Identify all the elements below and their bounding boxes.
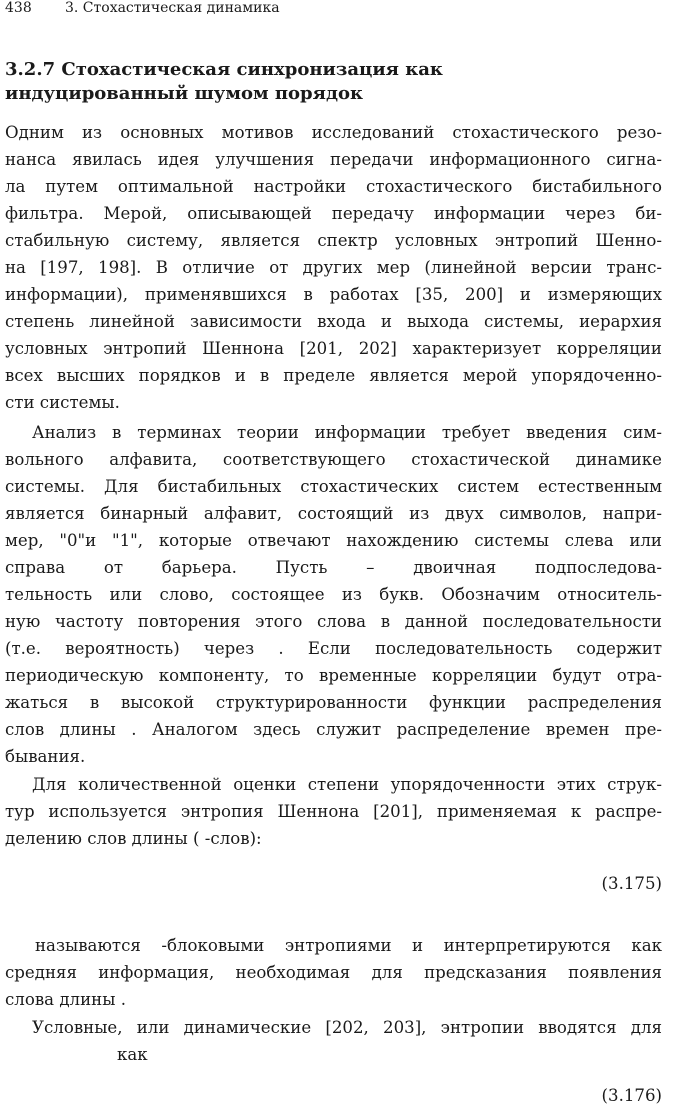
text-line: условных энтропий Шеннона [201, 202] характеризует корреляции	[5, 339, 662, 358]
text-line: степень линейной зависимости входа и выхода системы, иерархия	[5, 312, 662, 331]
text-line: мер, "0"и "1", которые отвечают нахождению системы слева или	[5, 531, 662, 550]
text-line: делению слов длины ( -слов):	[5, 829, 262, 848]
text-line: фильтра. Мерой, описывающей передачу информации через би-	[5, 204, 662, 223]
text-line: Одним из основных мотивов исследований стохастического резо-	[5, 123, 662, 142]
text-line: жаться в высокой структурированности функции распределения	[5, 693, 662, 712]
section-heading	[5, 58, 665, 106]
text-line: является бинарный алфавит, состоящий из двух символов, напри-	[5, 504, 662, 523]
text-line: (т.е. вероятность) через . Если последовательность содержит	[5, 639, 662, 658]
text-line: как	[117, 1045, 148, 1064]
text-line: средняя информация, необходимая для предсказания появления	[5, 963, 662, 982]
text-line: тельность или слово, состоящее из букв. Обозначим относитель-	[5, 585, 662, 604]
text-line: всех высших порядков и в пределе является мерой упорядоченно-	[5, 366, 662, 385]
text-line: системы. Для бистабильных стохастических систем естественным	[5, 477, 662, 496]
page-number: 438	[5, 0, 32, 16]
text-line: слова длины .	[5, 990, 126, 1009]
equation-number: (3.175)	[601, 874, 662, 893]
running-head	[5, 0, 280, 16]
text-line: вольного алфавита, соответствующего стохастической динамике	[5, 450, 662, 469]
text-line: сти системы.	[5, 393, 120, 412]
text-line: Для количественной оценки степени упорядоченности этих струк-	[32, 775, 662, 794]
text-line: информации), применявшихся в работах [35, 200] и измеряющих	[5, 285, 662, 304]
text-line: периодическую компоненту, то временные корреляции будут отра-	[5, 666, 662, 685]
text-line: справа от барьера. Пусть – двоичная подпоследова-	[5, 558, 662, 577]
text-line: Условные, или динамические [202, 203], энтропии вводятся для	[32, 1018, 662, 1037]
text-line: слов длины . Аналогом здесь служит распределение времен пре-	[5, 720, 662, 739]
section-heading-line-2: индуцированный шумом порядок	[5, 83, 363, 104]
text-line: Анализ в терминах теории информации требует введения сим-	[32, 423, 662, 442]
text-line: нанса явилась идея улучшения передачи информационного сигна-	[5, 150, 662, 169]
text-line: на [197, 198]. В отличие от других мер (линейной версии транс-	[5, 258, 662, 277]
text-line: бывания.	[5, 747, 86, 766]
equation-number: (3.176)	[601, 1086, 662, 1105]
text-line: называются -блоковыми энтропиями и интерпретируются как	[35, 936, 662, 955]
text-line: ла путем оптимальной настройки стохастического бистабильного	[5, 177, 662, 196]
text-line: ную частоту повторения этого слова в данной последовательности	[5, 612, 662, 631]
chapter-title: 3. Стохастическая динамика	[65, 0, 280, 16]
text-line: тур используется энтропия Шеннона [201], применяемая к распре-	[5, 802, 662, 821]
text-line: стабильную систему, является спектр условных энтропий Шенно-	[5, 231, 662, 250]
section-heading-line-1: 3.2.7 Стохастическая синхронизация как	[5, 59, 443, 80]
